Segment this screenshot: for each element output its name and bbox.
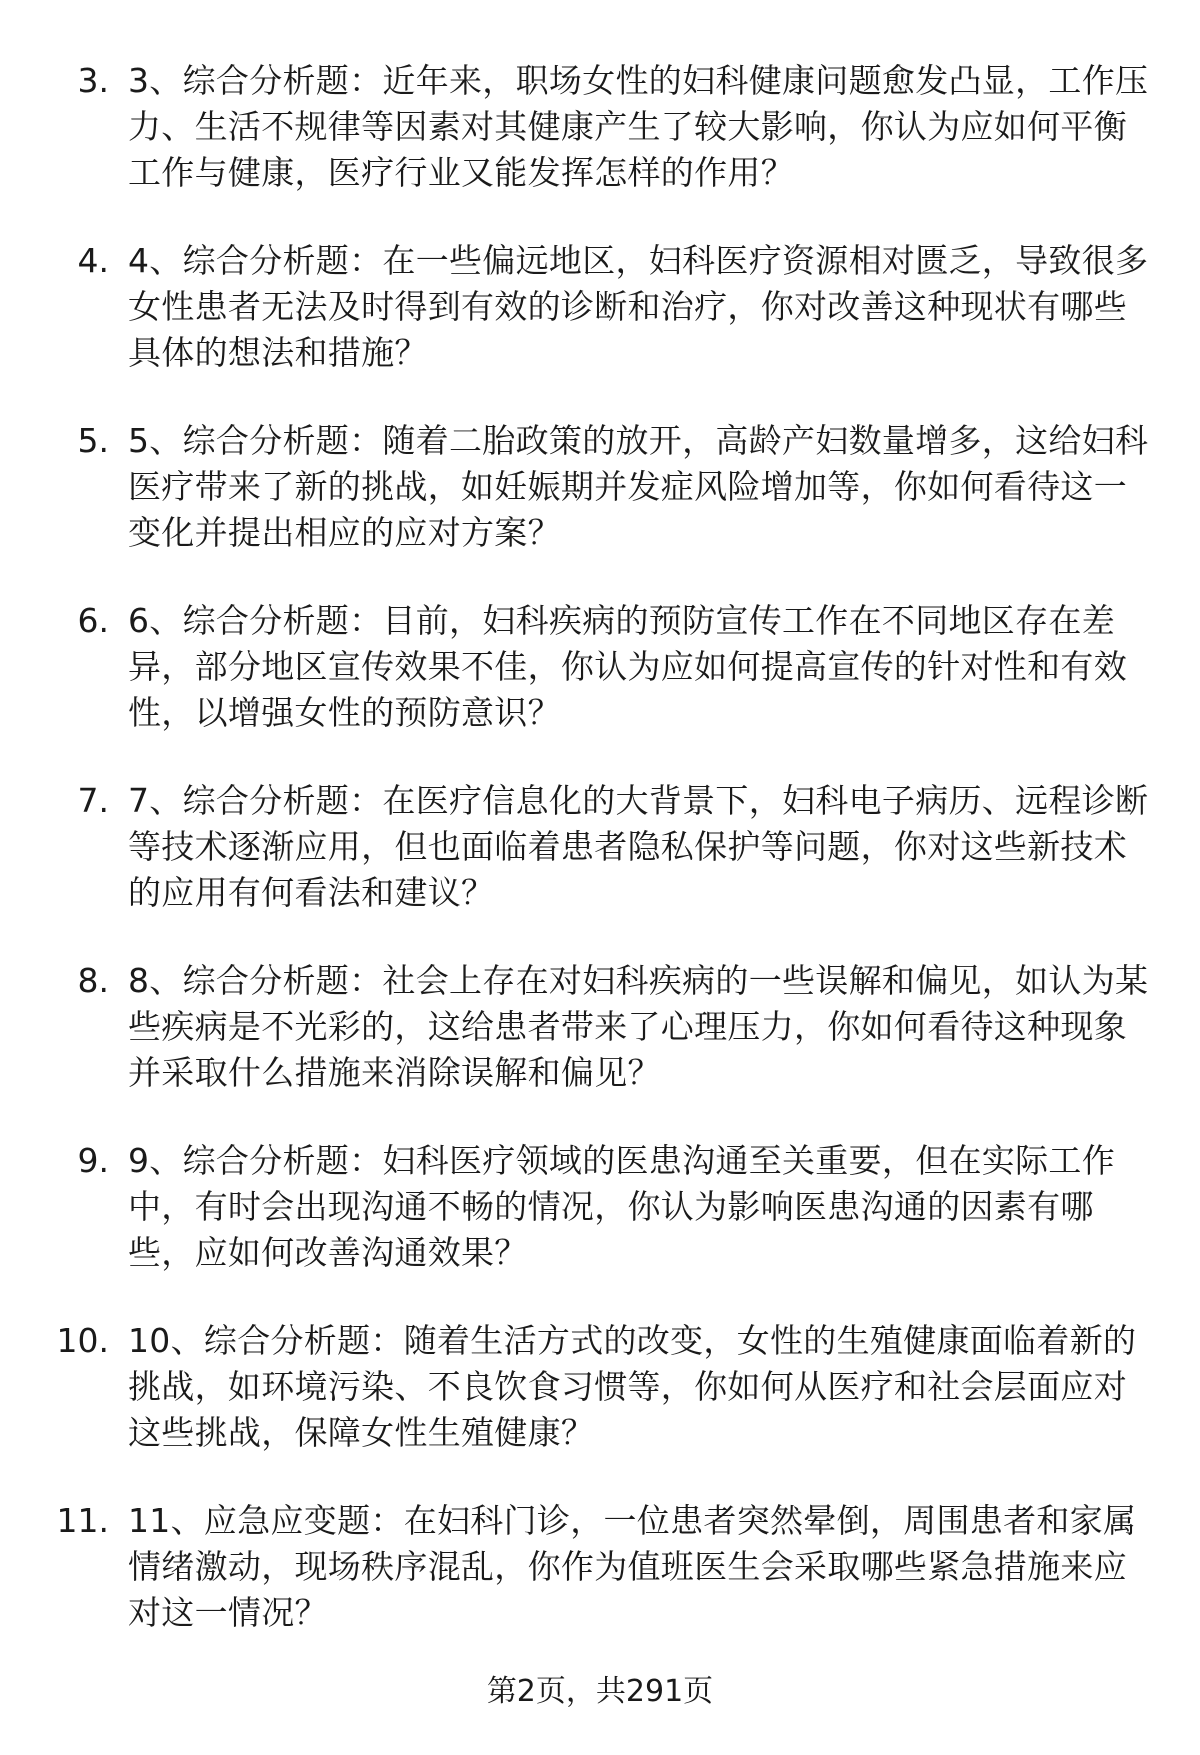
question-item (0, 1498, 1200, 1678)
question-number: 7. (77, 781, 109, 820)
question-text: 8、综合分析题：社会上存在对妇科疾病的一些误解和偏见，如认为某些疾病是不光彩的，这给患者带来了心理压力，你如何看待这种现象并采取什么措施来消除误解和偏见？ (128, 961, 1149, 1092)
question-number: 8. (77, 961, 109, 1000)
question-text: 4、综合分析题：在一些偏远地区，妇科医疗资源相对匮乏，导致很多女性患者无法及时得到有效的诊断和治疗，你对改善这种现状有哪些具体的想法和措施？ (128, 241, 1149, 372)
question-text: 10、综合分析题：随着生活方式的改变，女性的生殖健康面临着新的挑战，如环境污染、不良饮食习惯等，你如何从医疗和社会层面应对这些挑战，保障女性生殖健康？ (128, 1321, 1137, 1452)
question-number: 10. (56, 1321, 109, 1360)
question-text: 7、综合分析题：在医疗信息化的大背景下，妇科电子病历、远程诊断等技术逐渐应用，但也面临着患者隐私保护等问题，你对这些新技术的应用有何看法和建议？ (128, 781, 1149, 912)
question-list (0, 58, 1200, 1678)
question-item (0, 1138, 1200, 1318)
question-item (0, 58, 1200, 238)
question-number: 4. (77, 241, 109, 280)
page-footer (0, 1672, 1200, 1712)
question-number: 9. (77, 1141, 109, 1180)
question-text: 11、应急应变题：在妇科门诊，一位患者突然晕倒，周围患者和家属情绪激动，现场秩序混乱，你作为值班医生会采取哪些紧急措施来应对这一情况？ (128, 1501, 1137, 1632)
question-item (0, 598, 1200, 778)
question-text: 9、综合分析题：妇科医疗领域的医患沟通至关重要，但在实际工作中，有时会出现沟通不畅的情况，你认为影响医患沟通的因素有哪些，应如何改善沟通效果？ (128, 1141, 1115, 1272)
question-number: 3. (77, 61, 109, 100)
question-item (0, 238, 1200, 418)
question-text: 5、综合分析题：随着二胎政策的放开，高龄产妇数量增多，这给妇科医疗带来了新的挑战，如妊娠期并发症风险增加等，你如何看待这一变化并提出相应的应对方案？ (128, 421, 1149, 552)
question-item (0, 958, 1200, 1138)
question-item (0, 418, 1200, 598)
question-number: 5. (77, 421, 109, 460)
question-item (0, 778, 1200, 958)
question-number: 6. (77, 601, 109, 640)
page-number-label: 第2页，共291页 (486, 1674, 714, 1709)
question-text: 3、综合分析题：近年来，职场女性的妇科健康问题愈发凸显，工作压力、生活不规律等因素对其健康产生了较大影响，你认为应如何平衡工作与健康，医疗行业又能发挥怎样的作用？ (128, 61, 1149, 192)
question-text: 6、综合分析题：目前，妇科疾病的预防宣传工作在不同地区存在差异，部分地区宣传效果不佳，你认为应如何提高宣传的针对性和有效性，以增强女性的预防意识？ (128, 601, 1127, 732)
question-item (0, 1318, 1200, 1498)
question-number: 11. (56, 1501, 109, 1540)
